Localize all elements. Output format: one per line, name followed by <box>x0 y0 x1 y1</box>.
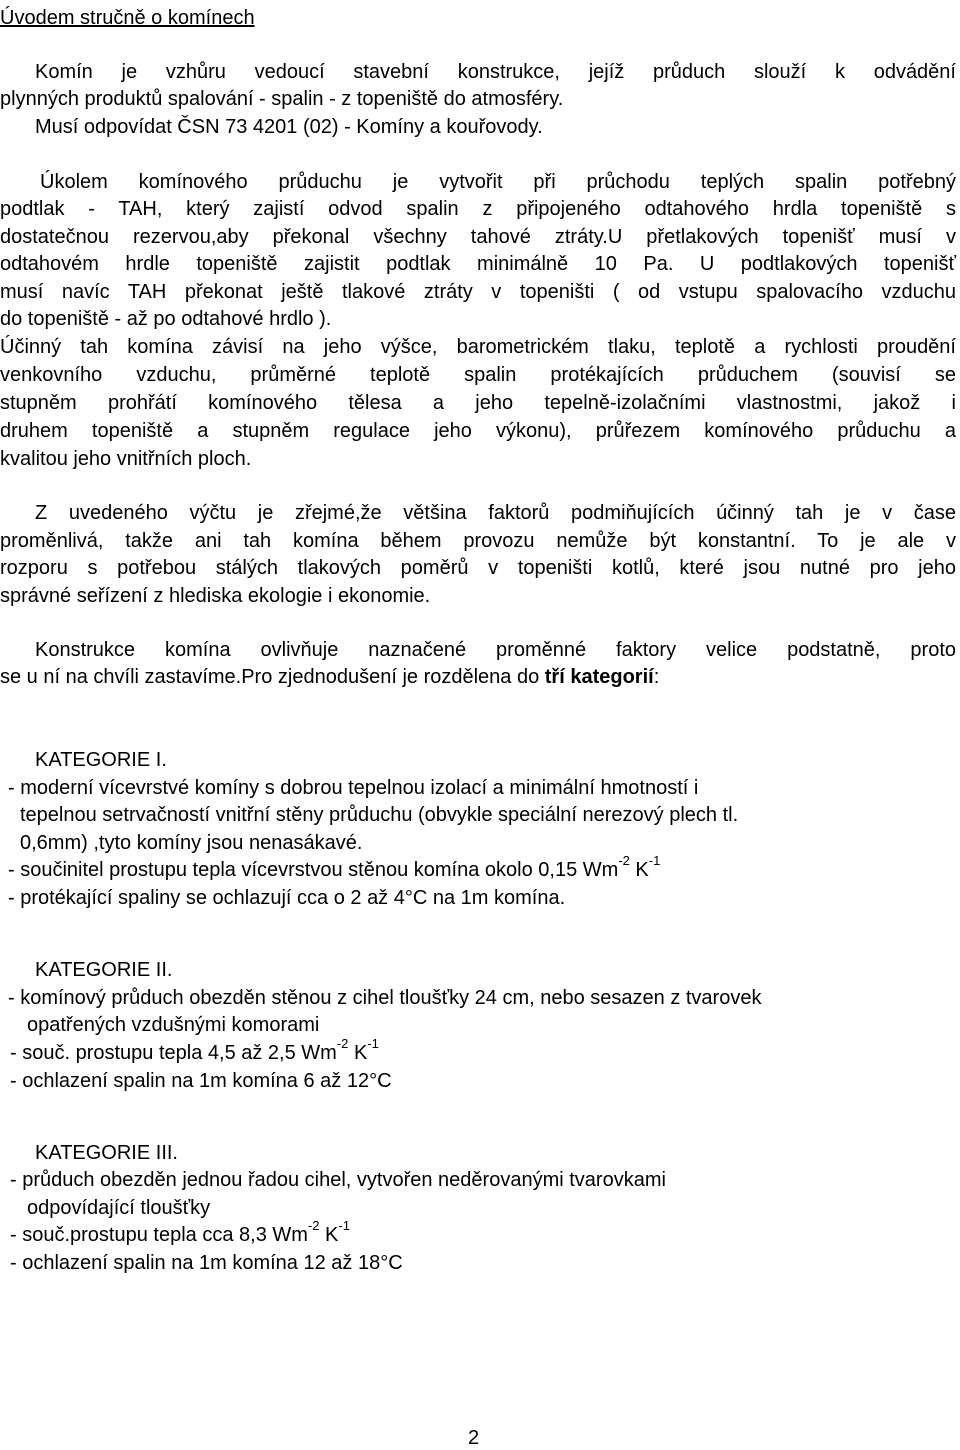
category-1-item-1-line-3: 0,6mm) ,tyto komíny jsou nenasákavé. <box>20 832 363 854</box>
category-1-item-1-line-1: - moderní vícevrstvé komíny s dobrou tepelnou izolací a minimální hmotností i <box>8 777 699 799</box>
p5-line-2-colon: : <box>653 666 660 688</box>
category-2-item-1-line-1: - komínový průduch obezděn stěnou z cihel tloušťky 24 cm, nebo sesazen z tvarovek <box>8 987 762 1009</box>
p2-line-6: do topeniště - až po odtahové hrdlo ). <box>0 308 332 330</box>
exponent: -1 <box>648 853 661 869</box>
page-number: 2 <box>468 1427 480 1449</box>
exponent: -2 <box>618 853 630 869</box>
category-2-item-2-text: - souč. prostupu tepla 4,5 až 2,5 Wm <box>10 1042 337 1064</box>
category-3-item-2 <box>10 1218 350 1247</box>
p3-line-4: druhem topeniště a stupněm regulace jeho výkonu), průřezem komínového průduchu a <box>0 420 956 442</box>
exponent: -1 <box>338 1218 350 1234</box>
category-1-title: KATEGORIE I. <box>35 749 167 771</box>
p4-line-4: správné seřízení z hlediska ekologie i ekonomie. <box>0 585 431 607</box>
p2-line-5: musí navíc TAH překonat ještě tlakové ztráty v topeništi ( od vstupu spalovacího vzduchu <box>0 281 956 303</box>
p2-line-3: dostatečnou rezervou,aby překonal všechny tahové ztráty.U přetlakových topenišť musí v <box>0 226 956 248</box>
category-3-title: KATEGORIE III. <box>35 1142 178 1164</box>
category-2-title: KATEGORIE II. <box>35 959 173 981</box>
categories-emphasis: tří kategorií <box>544 666 654 688</box>
p3-line-1: Účinný tah komína závisí na jeho výšce, barometrickém tlaku, teplotě a rychlosti proudění <box>0 336 956 358</box>
p2-line-1: Úkolem komínového průduchu je vytvořit při průchodu teplých spalin potřebný <box>40 171 956 193</box>
category-2-item-2 <box>10 1036 379 1065</box>
category-2-item-3: - ochlazení spalin na 1m komína 6 až 12°C <box>10 1070 392 1092</box>
p4-line-3: rozporu s potřebou stálých tlakových poměrů v topeništi kotlů, které jsou nutné pro jeho <box>0 557 956 579</box>
category-3-item-1-line-2: odpovídající tloušťky <box>27 1197 211 1219</box>
exponent: -2 <box>336 1036 349 1052</box>
category-1-item-3: - protékající spaliny se ochlazují cca o 2 až 4°C na 1m komína. <box>8 887 566 909</box>
intro-line-1: Komín je vzhůru vedoucí stavební konstrukce, jejíž průduch slouží k odvádění <box>35 61 956 83</box>
p3-line-5: kvalitou jeho vnitřních ploch. <box>0 448 252 470</box>
category-1-item-1-line-2: tepelnou setrvačností vnitřní stěny průduchu (obvykle speciální nerezový plech tl. <box>20 804 739 826</box>
exponent: -2 <box>307 1218 320 1234</box>
p3-line-3: stupněm prohřátí komínového tělesa a jeho tepelně-izolačními vlastnostmi, jakož i <box>0 392 956 414</box>
section-heading: Úvodem stručně o komínech <box>0 7 255 29</box>
p4-line-1: Z uvedeného výčtu je zřejmé,že většina faktorů podmiňujících účinný tah je v čase <box>35 502 956 524</box>
p3-line-2: venkovního vzduchu, průměrné teplotě spalin protékajících průduchem (souvisí se <box>0 364 956 386</box>
category-1-item-2-text: - součinitel prostupu tepla vícevrstvou stěnou komína okolo 0,15 Wm <box>8 859 619 881</box>
unit-k: K <box>348 1042 368 1064</box>
unit-k: K <box>319 1224 339 1246</box>
p2-line-4: odtahovém hrdle topeniště zajistit podtlak minimálně 10 Pa. U podtlakových topenišť <box>0 253 956 275</box>
intro-line-2: plynných produktů spalování - spalin - z topeniště do atmosféry. <box>0 88 564 110</box>
category-3-item-3: - ochlazení spalin na 1m komína 12 až 18°C <box>10 1252 403 1274</box>
category-1-item-2 <box>8 853 661 882</box>
p5-line-2 <box>0 665 659 689</box>
category-2-item-1-line-2: opatřených vzdušnými komorami <box>27 1014 320 1036</box>
p4-line-2: proměnlivá, takže ani tah komína během provozu nemůže být konstantní. To je ale v <box>0 530 956 552</box>
category-3-item-1-line-1: - průduch obezděn jednou řadou cihel, vytvořen neděrovanými tvarovkami <box>10 1169 666 1191</box>
intro-line-3: Musí odpovídat ČSN 73 4201 (02) - Komíny a kouřovody. <box>35 116 543 138</box>
p2-line-2: podtlak - TAH, který zajistí odvod spalin z připojeného odtahového hrdla topeniště s <box>0 198 956 220</box>
category-3-item-2-text: - souč.prostupu tepla cca 8,3 Wm <box>10 1224 308 1246</box>
exponent: -1 <box>367 1036 379 1052</box>
p5-line-1: Konstrukce komína ovlivňuje naznačené proměnné faktory velice podstatně, proto <box>35 639 956 661</box>
unit-k: K <box>629 859 649 881</box>
p5-line-2-text: se u ní na chvíli zastavíme.Pro zjednodušení je rozdělena do <box>0 666 545 688</box>
